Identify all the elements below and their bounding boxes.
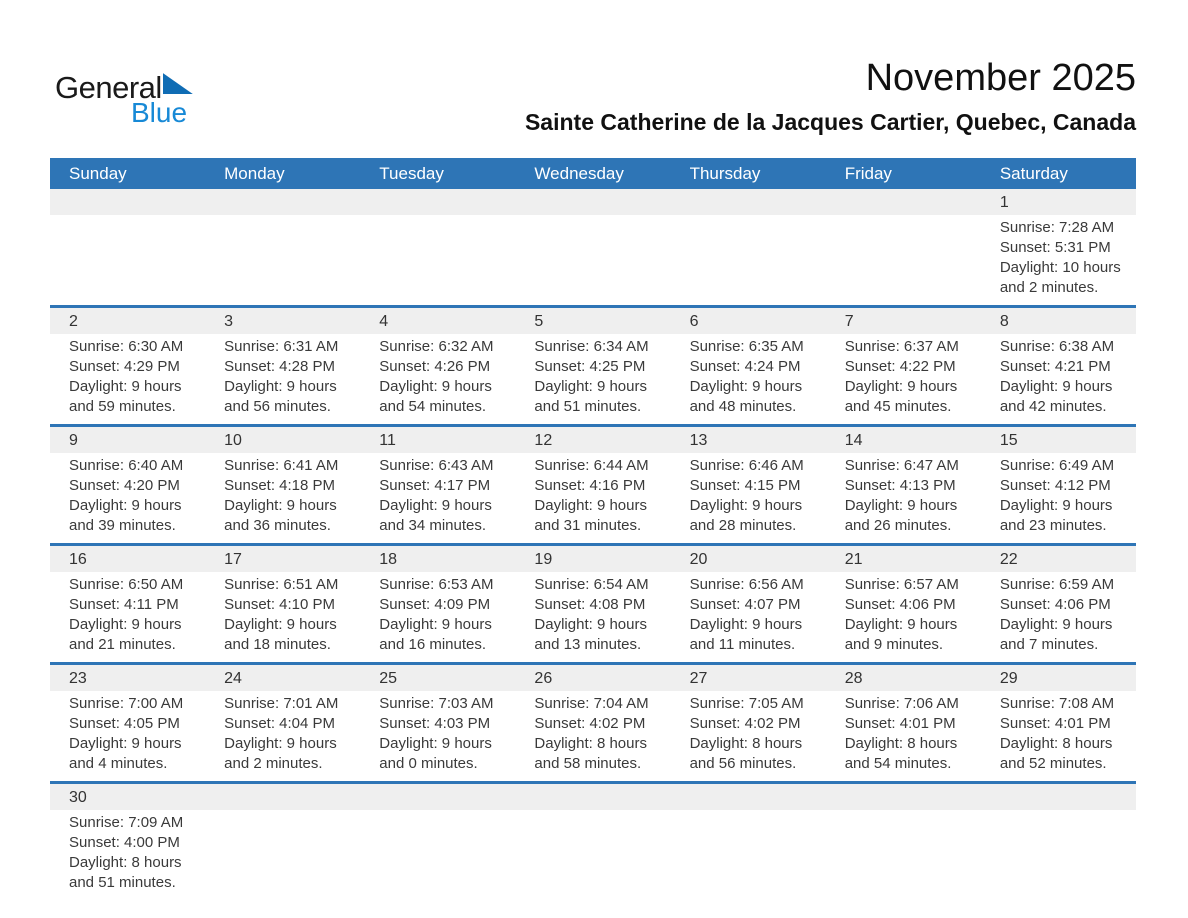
sunrise-text: Sunrise: 6:53 AM (379, 576, 494, 593)
sunset-text: Sunset: 4:17 PM (379, 477, 491, 494)
day-cell (981, 218, 1136, 298)
logo-text-blue: Blue (131, 97, 188, 128)
week-row (50, 189, 1136, 305)
sunrise-text: Sunrise: 6:59 AM (999, 576, 1115, 593)
sunset-text: Sunset: 4:04 PM (224, 715, 336, 732)
sunset-text: Sunset: 4:06 PM (844, 596, 956, 613)
daylight-text: Daylight: 8 hours and 52 minutes. (999, 735, 1113, 772)
sunset-text: Sunset: 4:05 PM (69, 715, 180, 732)
sunrise-text: Sunrise: 7:04 AM (534, 695, 649, 712)
day-number (50, 202, 205, 203)
day-number: 17 (224, 550, 242, 568)
day-number: 24 (224, 669, 242, 687)
sunrise-text: Sunrise: 6:41 AM (224, 457, 339, 474)
day-number: 11 (379, 431, 396, 449)
day-number-strip (50, 546, 1136, 572)
day-cell (50, 575, 205, 655)
daylight-text: Daylight: 9 hours and 54 minutes. (379, 378, 492, 415)
sunrise-text: Sunrise: 7:09 AM (69, 814, 184, 831)
daylight-text: Daylight: 8 hours and 56 minutes. (689, 735, 803, 772)
day-number: 16 (69, 550, 87, 568)
sunrise-text: Sunrise: 6:51 AM (224, 576, 339, 593)
sunrise-text: Sunrise: 7:01 AM (224, 695, 339, 712)
daylight-text: Daylight: 9 hours and 26 minutes. (844, 497, 958, 534)
day-cell (515, 218, 670, 298)
sunrise-text: Sunrise: 6:31 AM (224, 338, 339, 355)
day-cell (360, 694, 515, 774)
daylight-text: Daylight: 9 hours and 59 minutes. (69, 378, 182, 415)
sunset-text: Sunset: 4:07 PM (689, 596, 801, 613)
day-cell (205, 337, 360, 417)
day-cell (671, 575, 826, 655)
calendar-table (50, 158, 1136, 900)
sunrise-text: Sunrise: 7:28 AM (999, 219, 1115, 236)
sunset-text: Sunset: 4:16 PM (534, 477, 646, 494)
day-number: 4 (379, 312, 389, 330)
week-content-row (50, 810, 1136, 900)
sunset-text: Sunset: 4:15 PM (689, 477, 801, 494)
day-number: 30 (69, 788, 87, 806)
day-cell (826, 575, 981, 655)
sunrise-text: Sunrise: 6:32 AM (379, 338, 494, 355)
daylight-text: Daylight: 9 hours and 7 minutes. (999, 616, 1113, 653)
daylight-text: Daylight: 9 hours and 34 minutes. (379, 497, 492, 534)
sunset-text: Sunset: 4:08 PM (534, 596, 646, 613)
sunset-text: Sunset: 4:12 PM (999, 477, 1111, 494)
day-cell (671, 218, 826, 298)
daylight-text: Daylight: 10 hours and 2 minutes. (999, 259, 1121, 296)
sunrise-text: Sunrise: 6:43 AM (379, 457, 494, 474)
day-number: 10 (224, 431, 242, 449)
day-cell (826, 694, 981, 774)
week-content-row (50, 453, 1136, 543)
sunset-text: Sunset: 4:01 PM (999, 715, 1111, 732)
day-cell (50, 337, 205, 417)
day-cell (826, 218, 981, 298)
week-content-row (50, 215, 1136, 305)
day-number (360, 797, 515, 798)
daylight-text: Daylight: 9 hours and 36 minutes. (224, 497, 337, 534)
sunset-text: Sunset: 4:13 PM (844, 477, 956, 494)
day-number: 13 (689, 431, 708, 449)
sunset-text: Sunset: 4:22 PM (844, 358, 956, 375)
sunset-text: Sunset: 4:11 PM (69, 596, 179, 613)
page-title: November 2025 (865, 57, 1136, 99)
day-number (515, 797, 670, 798)
sunset-text: Sunset: 4:09 PM (379, 596, 491, 613)
week-row (50, 305, 1136, 424)
daylight-text: Daylight: 9 hours and 42 minutes. (999, 378, 1113, 415)
daylight-text: Daylight: 8 hours and 51 minutes. (69, 854, 182, 891)
daylight-text: Daylight: 9 hours and 28 minutes. (689, 497, 803, 534)
weekday-cell-monday: Monday (224, 163, 285, 183)
day-number-strip (50, 308, 1136, 334)
day-cell (50, 813, 205, 893)
sunrise-text: Sunrise: 6:56 AM (689, 576, 804, 593)
sunrise-text: Sunrise: 6:54 AM (534, 576, 649, 593)
day-number: 19 (534, 550, 553, 568)
weekday-cell-sunday: Sunday (69, 163, 127, 183)
day-cell (981, 337, 1136, 417)
day-number: 28 (844, 669, 863, 687)
day-number (671, 797, 826, 798)
sunset-text: Sunset: 4:28 PM (224, 358, 336, 375)
day-cell (671, 813, 826, 893)
day-cell (515, 813, 670, 893)
sunrise-text: Sunrise: 6:37 AM (844, 338, 959, 355)
sunrise-text: Sunrise: 7:05 AM (689, 695, 804, 712)
weekday-cell-wednesday: Wednesday (534, 163, 624, 183)
day-number-strip (50, 784, 1136, 810)
sunset-text: Sunset: 4:21 PM (999, 358, 1111, 375)
day-number-strip (50, 189, 1136, 215)
daylight-text: Daylight: 9 hours and 0 minutes. (379, 735, 492, 772)
day-cell (981, 456, 1136, 536)
day-cell (981, 575, 1136, 655)
day-cell (515, 337, 670, 417)
daylight-text: Daylight: 9 hours and 48 minutes. (689, 378, 803, 415)
daylight-text: Daylight: 9 hours and 11 minutes. (689, 616, 803, 653)
general-blue-logo (55, 72, 193, 127)
day-number: 29 (999, 669, 1018, 687)
sunset-text: Sunset: 4:18 PM (224, 477, 336, 494)
day-number-strip (50, 665, 1136, 691)
day-number (205, 797, 360, 798)
day-number: 25 (379, 669, 398, 687)
daylight-text: Daylight: 9 hours and 31 minutes. (534, 497, 647, 534)
sunset-text: Sunset: 4:10 PM (224, 596, 336, 613)
day-cell (50, 694, 205, 774)
sunrise-text: Sunrise: 7:08 AM (999, 695, 1115, 712)
page-header (0, 0, 1188, 158)
day-number: 5 (534, 312, 544, 330)
sunset-text: Sunset: 4:02 PM (534, 715, 646, 732)
daylight-text: Daylight: 9 hours and 23 minutes. (999, 497, 1113, 534)
sunset-text: Sunset: 4:24 PM (689, 358, 801, 375)
day-number (515, 202, 670, 203)
daylight-text: Daylight: 9 hours and 16 minutes. (379, 616, 492, 653)
sunrise-text: Sunrise: 6:40 AM (69, 457, 184, 474)
day-cell (360, 456, 515, 536)
day-cell (360, 575, 515, 655)
sunrise-text: Sunrise: 6:30 AM (69, 338, 184, 355)
day-number: 20 (689, 550, 708, 568)
day-number (981, 797, 1136, 798)
week-content-row (50, 691, 1136, 781)
daylight-text: Daylight: 8 hours and 54 minutes. (844, 735, 958, 772)
day-cell (515, 575, 670, 655)
sunrise-text: Sunrise: 6:38 AM (999, 338, 1115, 355)
week-row (50, 781, 1136, 900)
day-number: 7 (844, 312, 854, 330)
day-cell (50, 218, 205, 298)
logo-text-general: General (55, 70, 162, 105)
day-cell (360, 813, 515, 893)
day-cell (671, 694, 826, 774)
day-number: 2 (69, 312, 78, 330)
sunset-text: Sunset: 4:26 PM (379, 358, 491, 375)
day-number (360, 202, 515, 203)
day-number: 1 (999, 193, 1009, 211)
day-number: 22 (999, 550, 1018, 568)
day-number: 23 (69, 669, 87, 687)
daylight-text: Daylight: 8 hours and 58 minutes. (534, 735, 647, 772)
sunset-text: Sunset: 4:29 PM (69, 358, 180, 375)
day-cell (515, 694, 670, 774)
daylight-text: Daylight: 9 hours and 45 minutes. (844, 378, 958, 415)
calendar-body (50, 189, 1136, 900)
weekday-cell-friday: Friday (844, 163, 892, 183)
daylight-text: Daylight: 9 hours and 21 minutes. (69, 616, 182, 653)
sunset-text: Sunset: 4:06 PM (999, 596, 1111, 613)
daylight-text: Daylight: 9 hours and 13 minutes. (534, 616, 647, 653)
day-cell (50, 456, 205, 536)
sunrise-text: Sunrise: 6:46 AM (689, 457, 804, 474)
day-cell (981, 694, 1136, 774)
sunrise-text: Sunrise: 7:00 AM (69, 695, 184, 712)
sunset-text: Sunset: 4:02 PM (689, 715, 801, 732)
daylight-text: Daylight: 9 hours and 18 minutes. (224, 616, 337, 653)
sunrise-text: Sunrise: 6:49 AM (999, 457, 1115, 474)
sunrise-text: Sunrise: 6:44 AM (534, 457, 649, 474)
day-number: 8 (999, 312, 1009, 330)
sunset-text: Sunset: 4:03 PM (379, 715, 491, 732)
week-row (50, 543, 1136, 662)
day-cell (826, 456, 981, 536)
sunrise-text: Sunrise: 7:06 AM (844, 695, 959, 712)
day-cell (671, 456, 826, 536)
daylight-text: Daylight: 9 hours and 9 minutes. (844, 616, 958, 653)
daylight-text: Daylight: 9 hours and 4 minutes. (69, 735, 182, 772)
day-cell (205, 218, 360, 298)
sunset-text: Sunset: 4:01 PM (844, 715, 956, 732)
day-cell (671, 337, 826, 417)
day-cell (205, 694, 360, 774)
day-number: 15 (999, 431, 1018, 449)
day-number: 3 (224, 312, 234, 330)
day-number (205, 202, 360, 203)
day-cell (826, 337, 981, 417)
day-cell (981, 813, 1136, 893)
blue-triangle-icon (163, 73, 193, 94)
week-row (50, 424, 1136, 543)
day-number: 14 (844, 431, 863, 449)
sunrise-text: Sunrise: 6:47 AM (844, 457, 959, 474)
day-cell (205, 575, 360, 655)
day-cell (205, 456, 360, 536)
day-number (671, 202, 826, 203)
sunrise-text: Sunrise: 6:57 AM (844, 576, 959, 593)
sunrise-text: Sunrise: 6:35 AM (689, 338, 804, 355)
sunrise-text: Sunrise: 7:03 AM (379, 695, 494, 712)
day-number: 27 (689, 669, 708, 687)
day-number (826, 202, 981, 203)
day-number-strip (50, 427, 1136, 453)
week-content-row (50, 572, 1136, 662)
week-content-row (50, 334, 1136, 424)
week-row (50, 662, 1136, 781)
weekday-cell-saturday: Saturday (999, 163, 1068, 183)
day-cell (205, 813, 360, 893)
daylight-text: Daylight: 9 hours and 51 minutes. (534, 378, 647, 415)
sunrise-text: Sunrise: 6:50 AM (69, 576, 184, 593)
day-cell (360, 337, 515, 417)
weekday-header-row (50, 158, 1136, 189)
day-number (826, 797, 981, 798)
weekday-cell-thursday: Thursday (689, 163, 761, 183)
day-cell (826, 813, 981, 893)
daylight-text: Daylight: 9 hours and 39 minutes. (69, 497, 182, 534)
day-cell (515, 456, 670, 536)
day-number: 9 (69, 431, 78, 449)
day-number: 18 (379, 550, 398, 568)
sunrise-text: Sunrise: 6:34 AM (534, 338, 649, 355)
day-number: 6 (689, 312, 699, 330)
sunset-text: Sunset: 4:25 PM (534, 358, 646, 375)
sunset-text: Sunset: 4:20 PM (69, 477, 180, 494)
day-number: 26 (534, 669, 553, 687)
weekday-cell-tuesday: Tuesday (379, 163, 444, 183)
daylight-text: Daylight: 9 hours and 56 minutes. (224, 378, 337, 415)
sunset-text: Sunset: 4:00 PM (69, 834, 180, 851)
page-subtitle: Sainte Catherine de la Jacques Cartier, Quebec, Canada (524, 108, 1136, 135)
day-number: 21 (844, 550, 863, 568)
day-number: 12 (534, 431, 553, 449)
sunset-text: Sunset: 5:31 PM (999, 239, 1111, 256)
day-cell (360, 218, 515, 298)
daylight-text: Daylight: 9 hours and 2 minutes. (224, 735, 337, 772)
